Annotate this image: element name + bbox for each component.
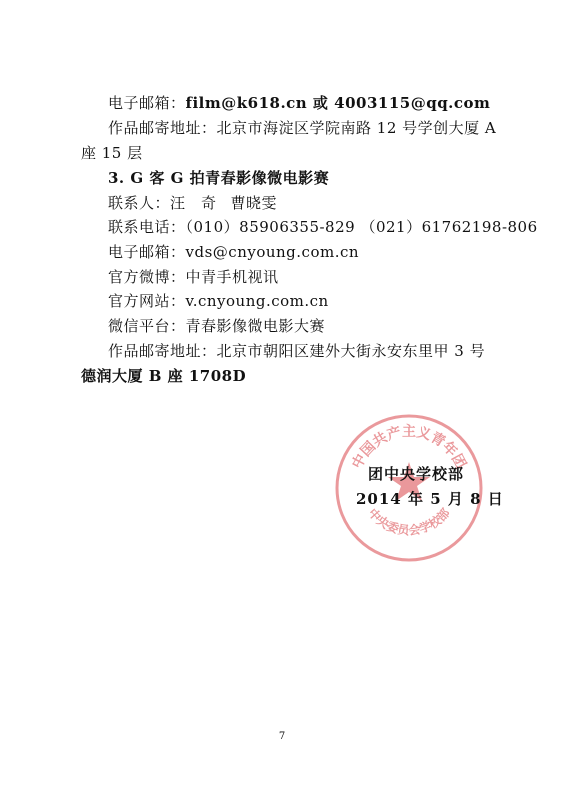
- mailing-address-continued: 座 15 层: [81, 144, 143, 162]
- page-number: 7: [278, 731, 286, 742]
- official-website-label: 官方网站：: [108, 292, 186, 310]
- contact-phone-value: （010）85906355-829 （021）61762198-806: [185, 218, 538, 236]
- email-label: 电子邮箱：: [108, 94, 186, 112]
- official-website-value: v.cnyoung.com.cn: [185, 292, 329, 310]
- contact-person-line: [108, 194, 277, 212]
- signing-organization: 团中央学校部: [368, 465, 465, 483]
- mailing-address-line-4: [81, 367, 246, 385]
- seal-bottom-text: 中央委员会学校部: [365, 505, 453, 538]
- seal-top-text: 中国共产主义青年团: [349, 424, 469, 472]
- wechat-line: [108, 317, 325, 335]
- mailing-address-value: 北京市朝阳区建外大街永安东里甲 3 号: [216, 342, 486, 360]
- email-value: film@k618.cn 或 4003115@qq.com: [185, 94, 491, 112]
- mailing-address-label: 作品邮寄地址：: [108, 119, 217, 137]
- contact-phone-line: [108, 218, 538, 236]
- contact-person-name-1: 汪 奇: [170, 194, 217, 212]
- email-label: 电子邮箱：: [108, 243, 186, 261]
- contact-person-label: 联系人：: [108, 194, 171, 212]
- mailing-address-value: 北京市海淀区学院南路 12 号学创大厦 A: [216, 119, 497, 137]
- email-line-2: [108, 243, 359, 261]
- signing-date: 2014 年 5 月 8 日: [356, 490, 504, 508]
- section-title: 3. G 客 G 拍青春影像微电影赛: [108, 169, 330, 187]
- section-heading: [108, 169, 329, 187]
- contact-person-name-2: 曹晓雯: [230, 194, 278, 212]
- mailing-address-label: 作品邮寄地址：: [108, 342, 217, 360]
- email-value: vds@cnyoung.com.cn: [185, 243, 360, 261]
- svg-text:中央委员会学校部: [365, 505, 452, 538]
- email-line-1: [108, 94, 490, 112]
- official-website-line: [108, 292, 329, 310]
- official-weibo-line: [108, 268, 279, 286]
- official-weibo-value: 中青手机视讯: [185, 268, 279, 286]
- wechat-label: 微信平台：: [108, 317, 186, 335]
- wechat-value: 青春影像微电影大赛: [185, 317, 326, 335]
- mailing-address-line-1: [108, 119, 496, 137]
- mailing-address-line-3: [108, 342, 485, 360]
- official-weibo-label: 官方微博：: [108, 268, 186, 286]
- contact-phone-label: 联系电话：: [108, 218, 186, 236]
- mailing-address-continued: 德润大厦 B 座 1708D: [81, 367, 247, 385]
- mailing-address-line-2: [81, 144, 143, 162]
